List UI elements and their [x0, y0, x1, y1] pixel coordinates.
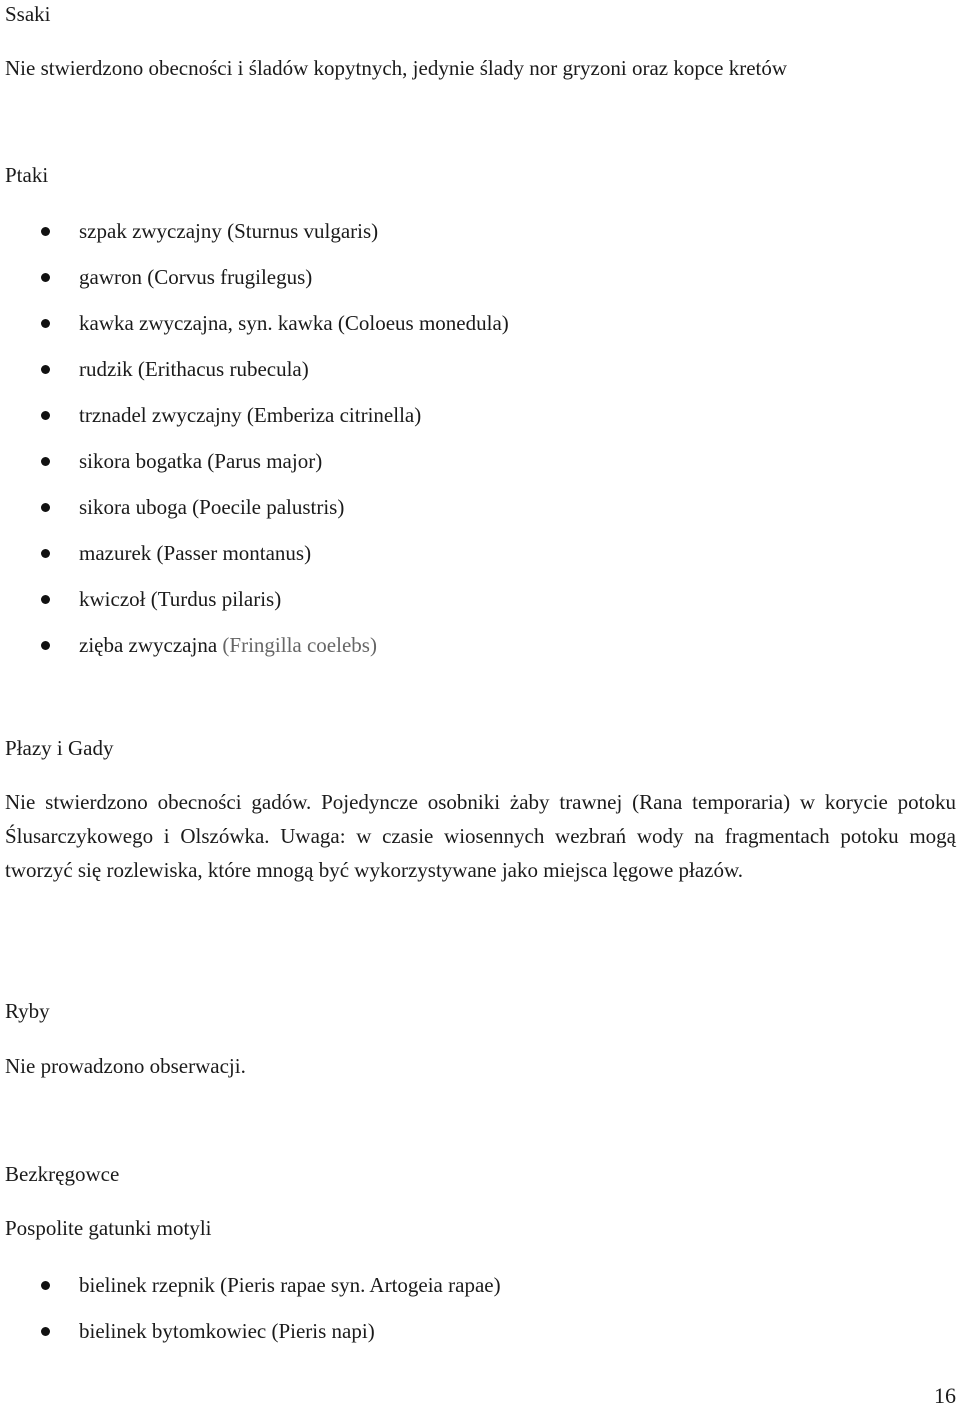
- list-item-text: sikora bogatka (Parus major): [79, 449, 323, 473]
- bird-list: [0, 217, 509, 677]
- list-item-text: mazurek (Passer montanus): [79, 541, 312, 565]
- list-item: [0, 263, 509, 309]
- list-item-text: trznadel zwyczajny (Emberiza citrinella): [79, 403, 422, 427]
- list-item: [0, 309, 509, 355]
- list-item: [0, 447, 509, 493]
- page-number: 16: [934, 1383, 956, 1408]
- list-item-text: bielinek rzepnik (Pieris rapae syn. Artogeia rapae): [79, 1273, 501, 1297]
- section-heading-fish: Ryby: [5, 999, 50, 1023]
- section-heading-mammals: Ssaki: [5, 2, 51, 26]
- bullet-icon: [41, 641, 50, 650]
- list-item: [0, 217, 509, 263]
- list-item: [0, 401, 509, 447]
- bullet-icon: [41, 227, 50, 236]
- list-item-text: gawron (Corvus frugilegus): [79, 265, 313, 289]
- list-item: [0, 1317, 501, 1363]
- mammals-text: Nie stwierdzono obecności i śladów kopytnych, jedynie ślady nor gryzoni oraz kopce kretów: [5, 56, 788, 80]
- list-item: [0, 493, 509, 539]
- bullet-icon: [41, 549, 50, 558]
- bullet-icon: [41, 365, 50, 374]
- bullet-icon: [41, 595, 50, 604]
- bullet-icon: [41, 319, 50, 328]
- bullet-icon: [41, 411, 50, 420]
- bullet-icon: [41, 503, 50, 512]
- butterfly-list: [0, 1271, 501, 1363]
- list-item-text: kawka zwyczajna, syn. kawka (Coloeus monedula): [79, 311, 509, 335]
- list-item-text: zięba zwyczajna: [79, 633, 218, 657]
- list-item-text: bielinek bytomkowiec (Pieris napi): [79, 1319, 375, 1343]
- list-item: [0, 539, 509, 585]
- bullet-icon: [41, 1327, 50, 1336]
- list-item: [0, 585, 509, 631]
- bullet-icon: [41, 457, 50, 466]
- list-item-text: rudzik (Erithacus rubecula): [79, 357, 309, 381]
- list-item-text: szpak zwyczajny (Sturnus vulgaris): [79, 219, 379, 243]
- fish-text: Nie prowadzono obserwacji.: [5, 1054, 246, 1078]
- bullet-icon: [41, 1281, 50, 1290]
- section-heading-birds: Ptaki: [5, 163, 49, 187]
- list-item-latin-name: (Fringilla coelebs): [222, 633, 377, 657]
- section-heading-amphibians: Płazy i Gady: [5, 736, 114, 760]
- bullet-icon: [41, 273, 50, 282]
- amphibians-text: Nie stwierdzono obecności gadów. Pojedyncze osobniki żaby trawnej (Rana temporaria) w korycie potoku Ślusarczykowego i Olszówka. Uwaga: w czasie wiosennych wezbrań wody na fragmentach potoku mogą tworzyć się rozlewiska, które mnogą być wykorzystywane jako miejsca lęgowe płazów.: [5, 790, 956, 882]
- list-item-text: sikora uboga (Poecile palustris): [79, 495, 345, 519]
- list-item: [0, 1271, 501, 1317]
- invertebrates-subheading: Pospolite gatunki motyli: [5, 1216, 212, 1240]
- section-heading-invertebrates: Bezkręgowce: [5, 1162, 120, 1186]
- list-item: [0, 631, 509, 677]
- list-item: [0, 355, 509, 401]
- list-item-text: kwiczoł (Turdus pilaris): [79, 587, 282, 611]
